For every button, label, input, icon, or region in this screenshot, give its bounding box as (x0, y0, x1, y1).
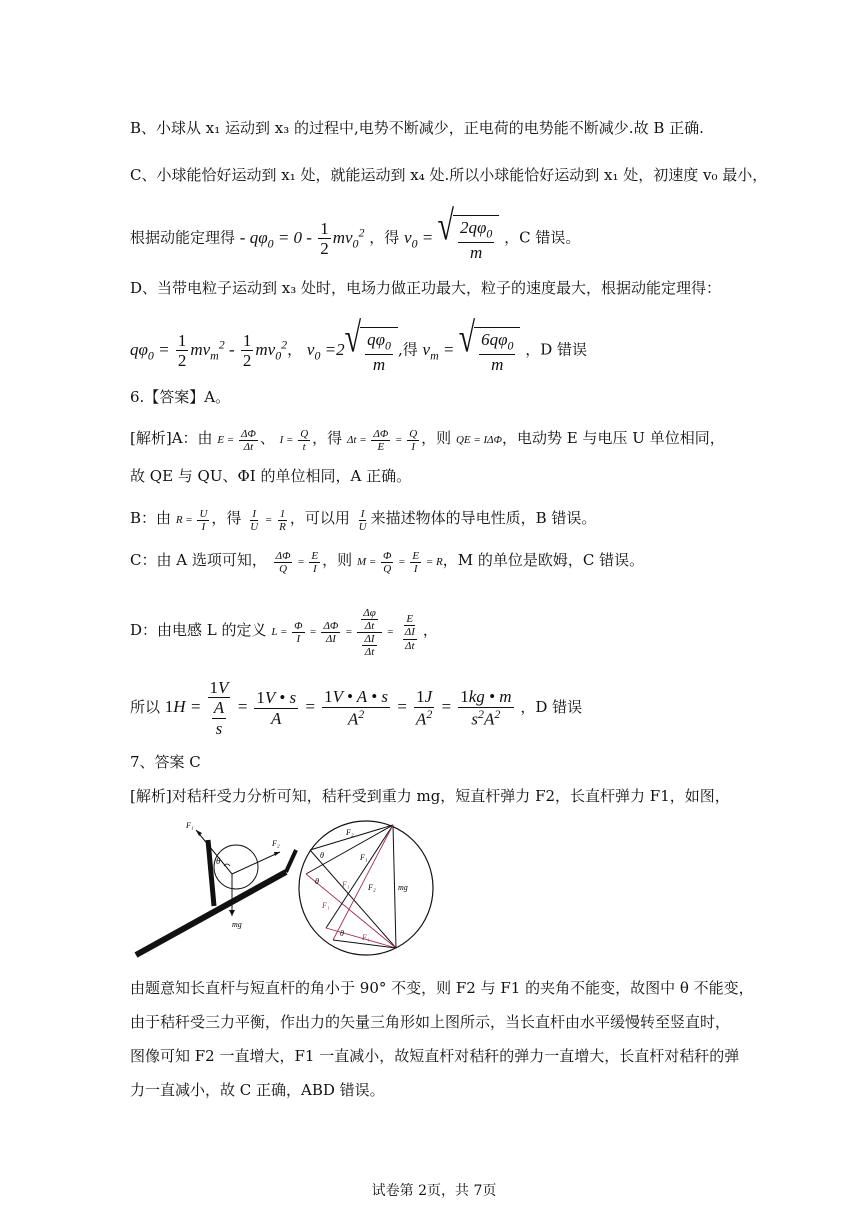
option-b-text: B、小球从 x₁ 运动到 x₃ 的过程中,电势不断减少，正电荷的电势能不断减少.故 B 正确. (130, 119, 704, 137)
q7-paragraph-line-2: 由于秸秆受三力平衡，作出力的矢量三角形如上图所示，当长直杆由水平缓慢转至竖直时， (130, 1013, 731, 1031)
q6-analysis-a: [解析]A：由 E = $\frac{\Delta\Phi}{\Delta t}$ 、 I = $\frac{Q}{t}$ ，得 Δt = $\frac{\Delta\Phi}{E}$ = $\frac{Q}{I}$ ，则 QE = IΔΦ，电动势 E 与电压 U 单位相同， (130, 427, 725, 453)
circle-f2b-line (326, 825, 393, 928)
q6-analysis-b: B：由 R = $\frac{U}{I}$ ，得 $\frac{I}{U}$ = $\frac{1}{R}$ ，可以用 $\frac{I}{U}$ 来描述物体的导电性质，B 错误。 (130, 507, 597, 533)
stalk-circle (214, 845, 258, 889)
circle-f2b-label: F₂ (368, 883, 376, 892)
q7-paragraph-line-1: 由题意知长直杆与短直杆的角小于 90° 不变，则 F2 与 F1 的夹角不能变，故图中 θ 不能变， (130, 979, 754, 997)
q6-analysis-a2: 故 QE 与 QU、ΦI 的单位相同，A 正确。 (130, 467, 412, 485)
f1-label: F₁ (186, 821, 194, 830)
short-rod (208, 840, 214, 906)
circle-theta3: θ (340, 929, 344, 938)
q7-answer: 7、答案 C (130, 753, 201, 771)
f2-label: F₂ (272, 839, 280, 848)
option-c-text: C、小球能恰好运动到 x₁ 处，就能运动到 x₄ 处.所以小球能恰好运动到 x₁ 处，初速度 v₀ 最小， (130, 166, 768, 184)
circle-f1-bottom-line (326, 928, 396, 948)
theta-label: θ (216, 856, 221, 866)
circle-mg-line (393, 825, 396, 948)
long-rod-end (286, 850, 296, 872)
q7-analysis: [解析]对秸秆受力分析可知，秸秆受到重力 mg，短直杆弹力 F2，长直杆弹力 F1，如图， (130, 787, 730, 805)
option-c-equation-line: 根据动能定理得 - $q\varphi_0 = 0$ - $\frac{1}{2}$ $mv_0^2$ ，得 $v_0$ = √ $\frac{2q\varphi_0}{m}$ ，C 错误。 (130, 203, 581, 262)
circle-theta1: θ (320, 851, 324, 860)
q7-paragraph-line-3: 图像可知 F2 一直增大，F1 一直减小，故短直杆对秸秆的弹力一直增大，长直杆对秸秆的弹 (130, 1047, 740, 1065)
force-diagram (128, 812, 468, 962)
circle-theta2: θ (315, 877, 319, 886)
option-d-text: D、当带电粒子运动到 x₃ 处时，电场力做正功最大，粒子的速度最大，根据动能定理得： (130, 279, 722, 297)
q6-analysis-d2: 所以 1H = $\frac{1V}{\frac{A}{s}}$ = $\frac{1V • s}{A}$ = $\frac{1V • A • s}{A^2}$ = $\frac{1J}{A^2}$ = $\frac{1kg • m}{s^2A^2}$ ，D 错误 (130, 677, 583, 738)
v0-equation: $v_0$ = √ $\frac{2q\varphi_0}{m}$ (404, 228, 499, 247)
mg-label: mg (232, 920, 242, 929)
option-d-equation-line: $q\varphi_0$ = $\frac{1}{2}$ $mv_m^2$ - $\frac{1}{2}$ $mv_0^2$， $v_0 =2$ √ $\frac{q\varphi_0}{m}$ ,得 $v_m$ = √ $\frac{6q\varphi_0}{m}$ ，D 错误 (130, 315, 588, 374)
q6-answer: 6.【答案】A。 (130, 388, 231, 406)
q6-analysis-c: C：由 A 选项可知， $\frac{\Delta\Phi}{Q}$ = $\frac{E}{I}$ ，则 M = $\frac{\Phi}{Q}$ = $\frac{E}{I}$ = R，M 的单位是欧姆，C 错误。 (130, 549, 645, 575)
circle-f1d-label: F₁ (362, 933, 370, 942)
circle-f1b-label: F₁ (342, 880, 350, 889)
q7-paragraph-line-4: 力一直减小，故 C 正确，ABD 错误。 (130, 1081, 385, 1099)
q6-analysis-d: D：由电感 L 的定义 L = $\frac{\Phi}{I}$ = $\frac{\Delta\Phi}{\Delta I}$ = $\frac{\frac{\Delta\varphi}{\Delta t}}{\frac{\Delta I}{\Delta t}}$ = $\frac{E}{\frac{\Delta I}{\Delta t}}$ ， (130, 606, 438, 659)
circle-f2-top-label: F₂ (346, 828, 354, 837)
circle-mg-label: mg (398, 883, 408, 892)
circle-f1c-label: F₁ (322, 901, 330, 910)
f2-arrow (232, 852, 280, 874)
page-footer: 试卷第 2页，共 7页 (371, 1183, 497, 1199)
circle-f1a-label: F₁ (360, 853, 368, 862)
kinetic-energy-equation: - $q\varphi_0 = 0$ - $\frac{1}{2}$ $mv_0^2$ (239, 218, 365, 259)
